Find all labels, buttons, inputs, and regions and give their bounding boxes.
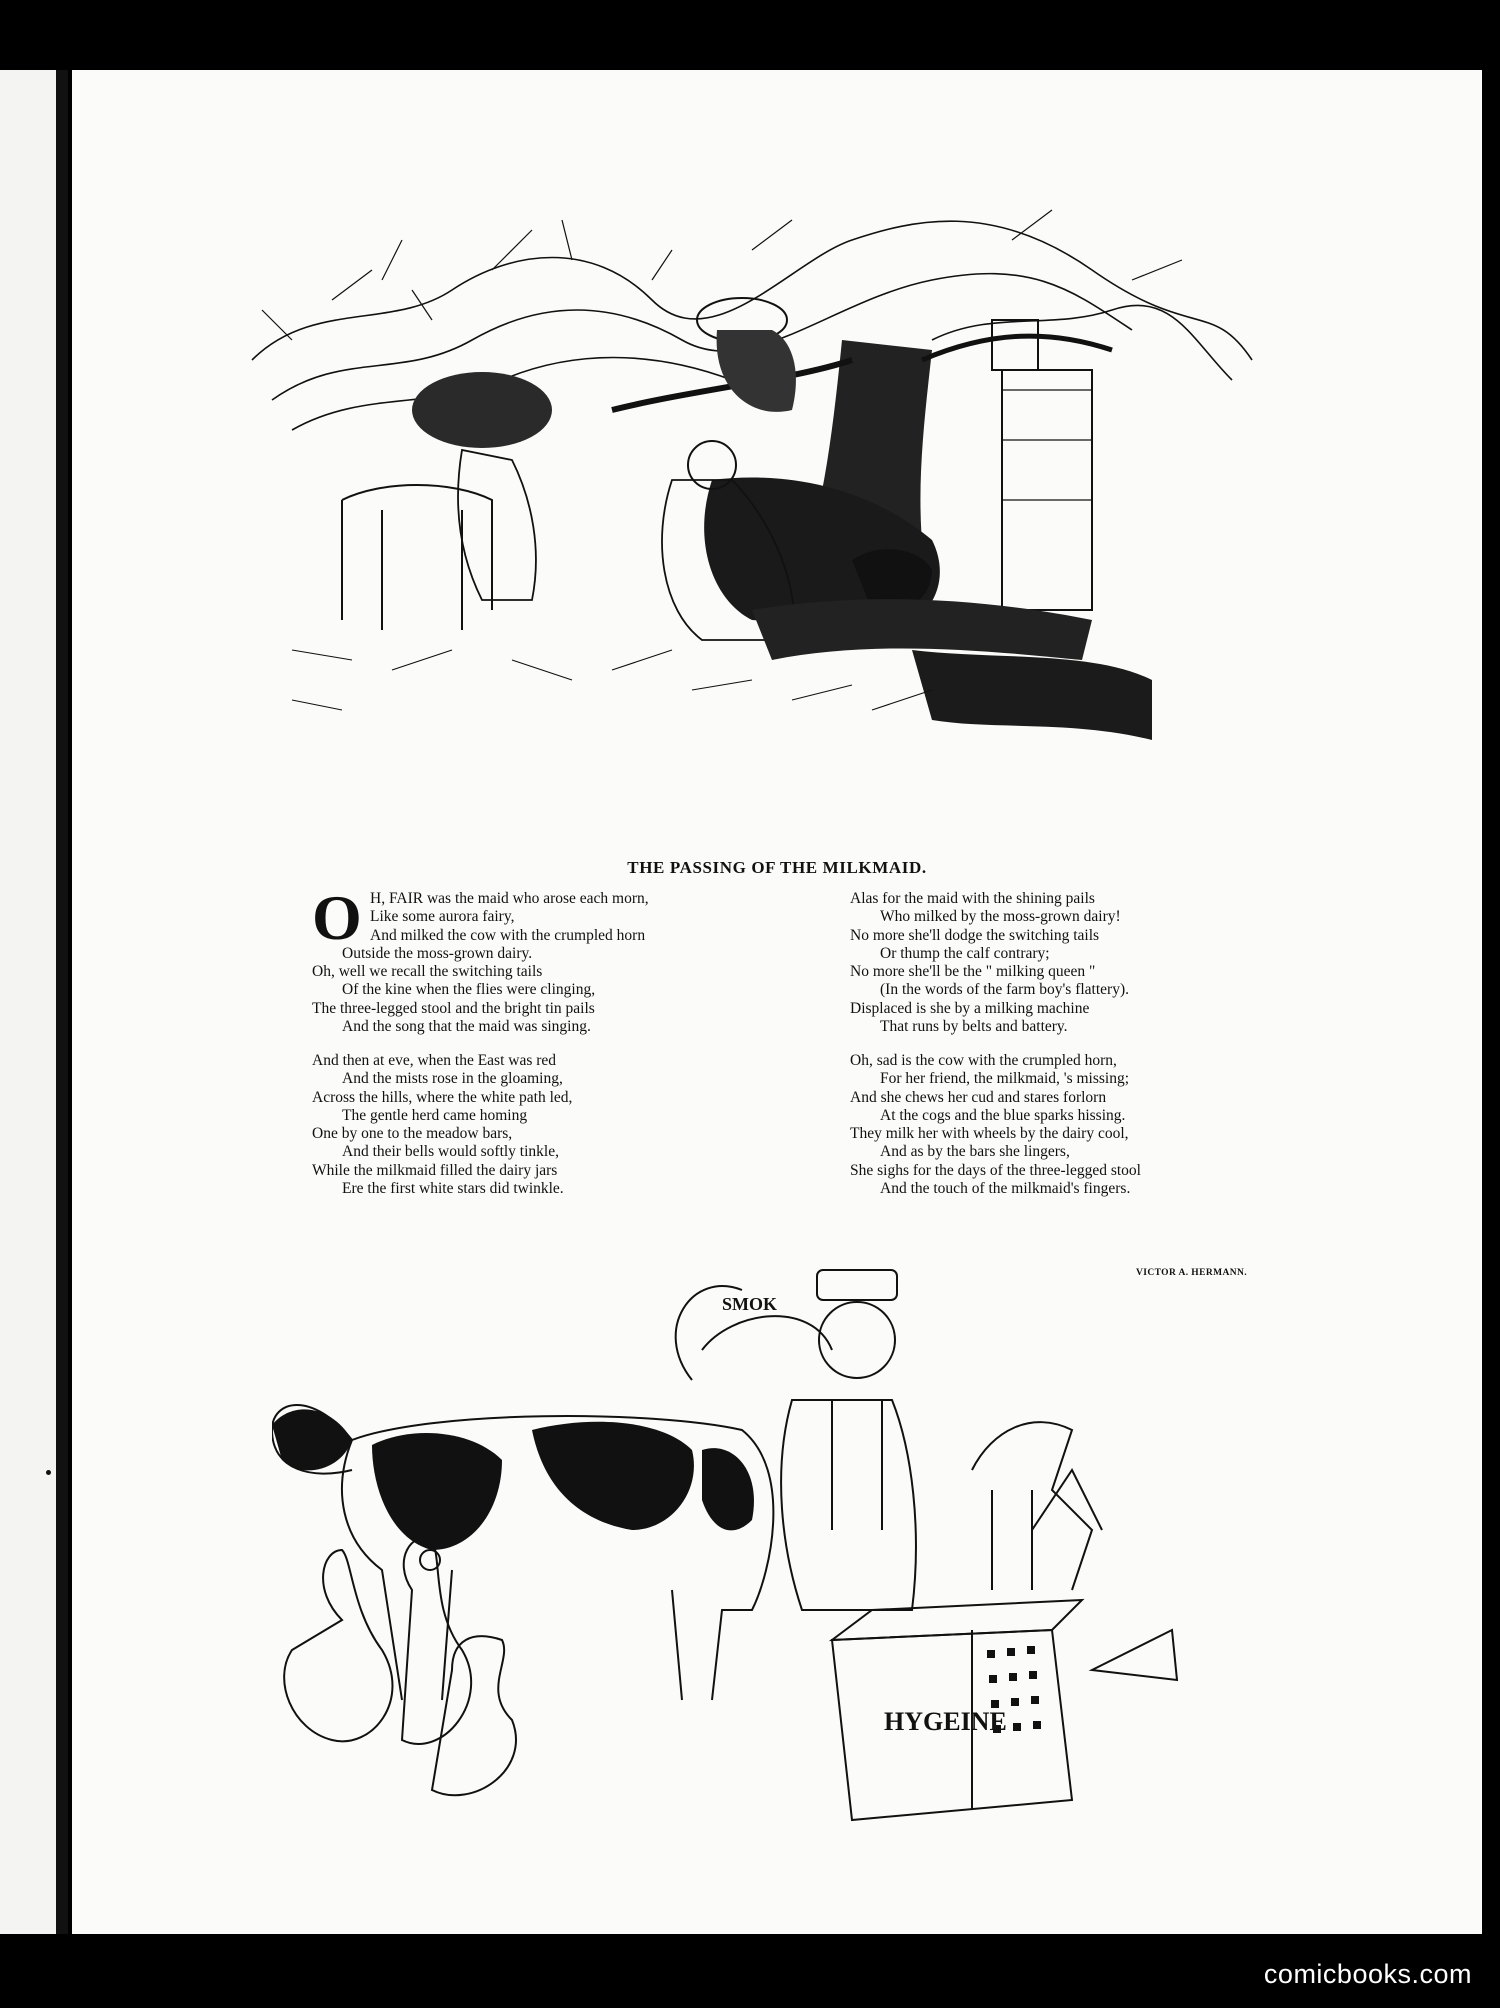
poem-line: No more she'll dodge the switching tails [850,926,1100,944]
poem-line: And the mists rose in the gloaming, [342,1070,563,1088]
poem-line: Oh, sad is the cow with the crumpled horn, [850,1052,1117,1069]
poem-line: No more she'll be the " milking queen " [850,963,1096,981]
poem-title: THE PASSING OF THE MILKMAID. [627,858,927,877]
adjacent-page-edge [0,70,64,1934]
milkmaid-illustration [232,180,1392,900]
poem-line: That runs by belts and battery. [880,1018,1068,1036]
poem-line: Like some aurora fairy, [370,908,515,926]
source-watermark: comicbooks.com [1263,1959,1472,1989]
machine-label: HYGEINE [884,1707,1007,1736]
poem-line: Outside the moss-grown dairy. [342,944,533,962]
poem-line: And milked the cow with the crumpled horn [370,926,646,944]
poem-line: And the touch of the milkmaid's fingers. [880,1180,1131,1198]
poem-line: They milk her with wheels by the dairy cool, [850,1125,1129,1143]
stanza-1 [312,882,649,1036]
poem-line: And she chews her cud and stares forlorn [850,1088,1107,1106]
poem-line: While the milkmaid filled the dairy jars [312,1161,558,1179]
poem-line: (In the words of the farm boy's flattery). [880,981,1129,999]
poem-line: And as by the bars she lingers, [880,1143,1070,1161]
newspaper-label: SMOK [722,1294,778,1314]
poem-line: Across the hills, where the white path led, [312,1088,573,1106]
poem-line: The three-legged stool and the bright tin pails [312,999,595,1017]
book-gutter [56,70,68,1934]
poem-line: And the song that the maid was singing. [342,1018,591,1036]
poem-line: The gentle herd came homing [342,1106,528,1124]
magazine-page [72,70,1482,1934]
author-credit: VICTOR A. HERMANN. [1136,1268,1248,1278]
stanza-2 [312,1052,572,1198]
poem-line: And their bells would softly tinkle, [342,1143,559,1161]
page-edge-mark [46,1470,51,1475]
poem-line: H, FAIR was the maid who arose each morn, [370,890,649,907]
poem-line: One by one to the meadow bars, [312,1125,513,1143]
poem-line: Alas for the maid with the shining pails [850,890,1095,907]
poem-line: At the cogs and the blue sparks hissing. [880,1106,1126,1124]
poem-line: Or thump the calf contrary; [880,944,1050,962]
stanza-4 [850,1052,1141,1198]
poem-line: Of the kine when the flies were clinging, [342,981,596,999]
poem-line: Who milked by the moss-grown dairy! [880,908,1121,926]
poem-line: For her friend, the milkmaid, 's missing; [880,1070,1130,1088]
poem-line: Ere the first white stars did twinkle. [342,1180,564,1198]
drop-cap: O [312,882,362,953]
poem-line: She sighs for the days of the three-legged stool [850,1161,1141,1179]
stanza-3 [850,890,1129,1036]
page-edge-mark [56,478,62,484]
poem-line: And then at eve, when the East was red [312,1052,557,1069]
poem-line: Oh, well we recall the switching tails [312,963,543,981]
milking-machine-illustration [272,1230,1312,1890]
poem-line: Displaced is she by a milking machine [850,999,1090,1017]
